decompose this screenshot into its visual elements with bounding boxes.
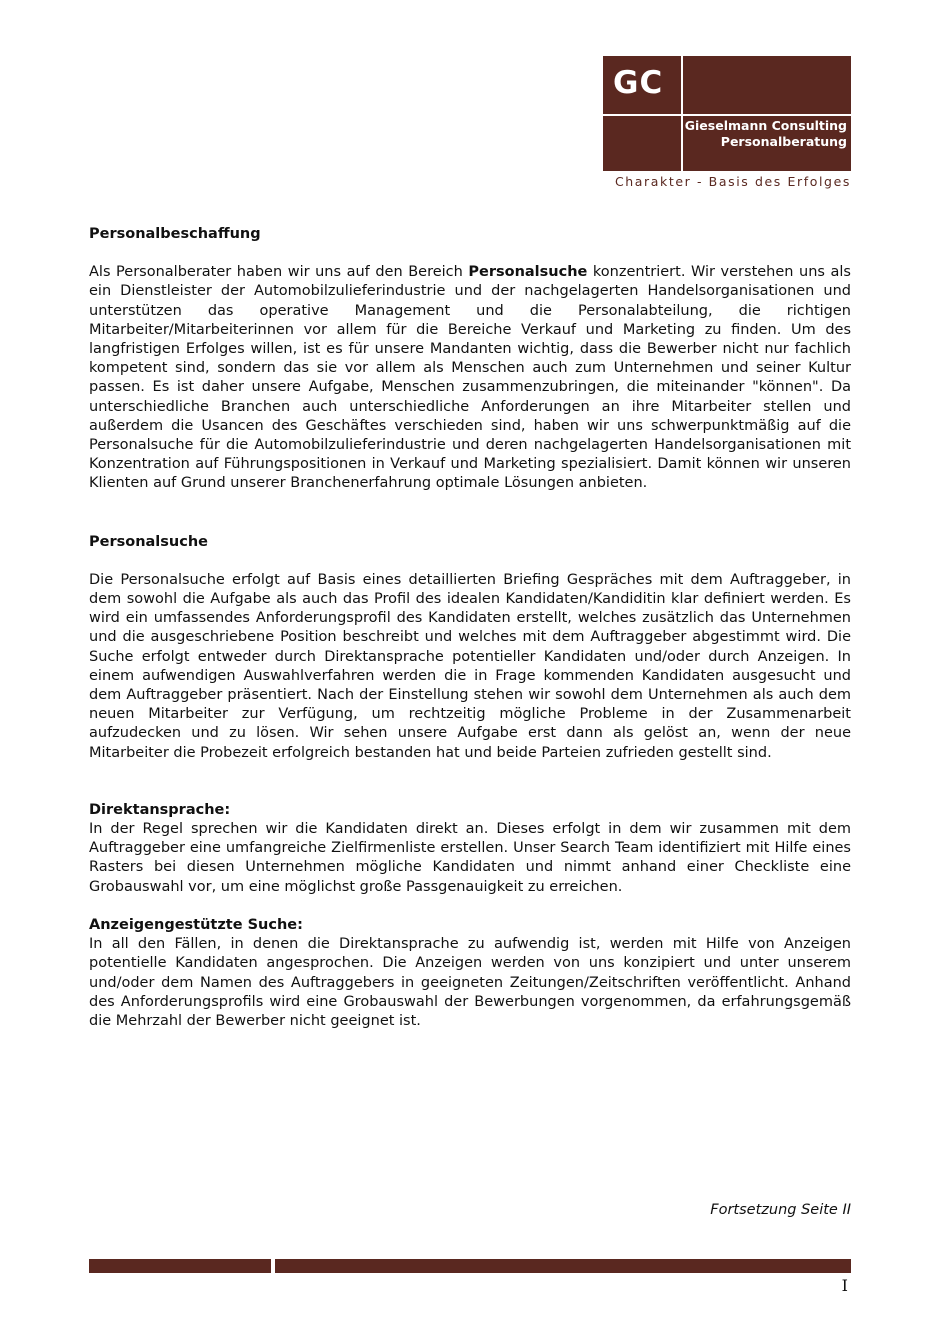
page-number: I bbox=[841, 1276, 848, 1295]
paragraph-direktansprache: In der Regel sprechen wir die Kandidaten direkt an. Dieses erfolgt in dem wir zusammen mit dem Auftraggeber eine umfangreiche Zielfirmenliste erstellen. Unser Search Team identifiziert mit Hilfe eines Rasters bei diesen Unternehmen mögliche Kandidaten und nimmt anhand einer Checkliste eine Grobauswahl vor, um eine möglichst große Passgenauigkeit zu erreichen. bbox=[89, 821, 851, 895]
paragraph-bold-term: Personalsuche bbox=[468, 264, 588, 281]
paragraph-text-start: Als Personalberater haben wir uns auf den Bereich bbox=[89, 264, 469, 281]
main-content bbox=[89, 225, 851, 1031]
logo-tagline: Charakter - Basis des Erfolges bbox=[614, 174, 851, 189]
footer-bar-left bbox=[89, 1259, 271, 1273]
paragraph-anzeigengestuetzte-suche: In all den Fällen, in denen die Direktansprache zu aufwendig ist, werden mit Hilfe von Anzeigen potentielle Kandidaten angesprochen. Die Anzeigen werden von uns konzipiert und unter unserem und/oder dem Namen des Auftraggebers in geeigneten Zeitungen/Zeitschriften veröffentlicht. Anhand des Anforderungsprofils wird eine Grobauswahl der Bewerbungen vorgenommen, da erfahrungsgemäß die Mehrzahl der Bewerber nicht geeignet ist. bbox=[89, 936, 851, 1029]
paragraph-personalsuche: Die Personalsuche erfolgt auf Basis eines detaillierten Briefing Gespräches mit dem Auftraggeber, in dem sowohl die Aufgabe als auch das Profil des idealen Kandidaten/Kandiditin klar definiert werden. Es wird ein umfassendes Anforderungsprofil des Kandidaten erstellt, welches zusätzlich das Unternehmen und die ausgeschriebene Position beschreibt und welches mit dem Auftraggeber abgestimmt wird. Die Suche erfolgt entweder durch Direktansprache potentieller Kandidaten und/oder durch Anzeigen. In einem aufwendigen Auswahlverfahren werden die in Frage kommenden Kandidaten ausgesucht und dem Auftraggeber präsentiert. Nach der Einstellung stehen wir sowohl dem Unternehmen als auch dem neuen Mitarbeiter zur Verfügung, um rechtzeitig mögliche Probleme in der Zusammenarbeit aufzudecken und zu lösen. Wir sehen unsere Aufgabe erst dann als gelöst an, wenn der neue Mitarbeiter die Probezeit erfolgreich bestanden hat und beide Parteien zufrieden gestellt sind. bbox=[89, 571, 851, 761]
logo-company-name bbox=[685, 118, 847, 150]
company-logo bbox=[603, 56, 851, 171]
footer-bar-right bbox=[275, 1259, 851, 1273]
heading-anzeigengestuetzte-suche: Anzeigengestützte Suche: bbox=[89, 916, 303, 933]
heading-personalsuche: Personalsuche bbox=[89, 533, 208, 550]
paragraph-text-rest: konzentriert. Wir verstehen uns als ein Dienstleister der Automobilzulieferindustrie und der nachgelagerten Handelsorganisationen und unterstützen das operative Management und die Personalabteilung, die richtigen Mitarbeiter/Mitarbeiterinnen vor allem für die Bereiche Verkauf und Marketing zu finden. Um des langfristigen Erfolges willen, ist es für unsere Mandanten wichtig, dass die Bewerber nicht nur fachlich kompetent sind, sondern das sie vor allem als Menschen auch zum Unternehmen und seiner Kultur passen. Es ist daher unsere Aufgabe, Menschen zusammenzubringen, die miteinander "können". Da unterschiedliche Branchen auch unterschiedliche Anforderungen an ihre Mitarbeiter stellen und außerdem die Usancen des Geschäftes verschieden sind, haben wir uns schwerpunktmäßig auf die Personalsuche für die Automobilzulieferindustrie und deren nachgelagerten Handelsorganisationen mit Konzentration auf Führungspositionen in Verkauf und Marketing spezialisiert. Damit können wir unseren Klienten auf Grund unserer Branchenerfahrung optimale Lösungen anbieten. bbox=[89, 264, 851, 492]
continuation-note: Fortsetzung Seite II bbox=[710, 1202, 851, 1218]
heading-direktansprache: Direktansprache: bbox=[89, 801, 231, 818]
logo-divider-horizontal bbox=[603, 114, 851, 116]
heading-personalbeschaffung: Personalbeschaffung bbox=[89, 226, 261, 242]
logo-company-line2: Personalberatung bbox=[720, 134, 847, 149]
logo-company-line1: Gieselmann Consulting bbox=[684, 118, 847, 133]
paragraph-personalbeschaffung bbox=[89, 263, 851, 493]
logo-initials: GC bbox=[613, 65, 664, 101]
